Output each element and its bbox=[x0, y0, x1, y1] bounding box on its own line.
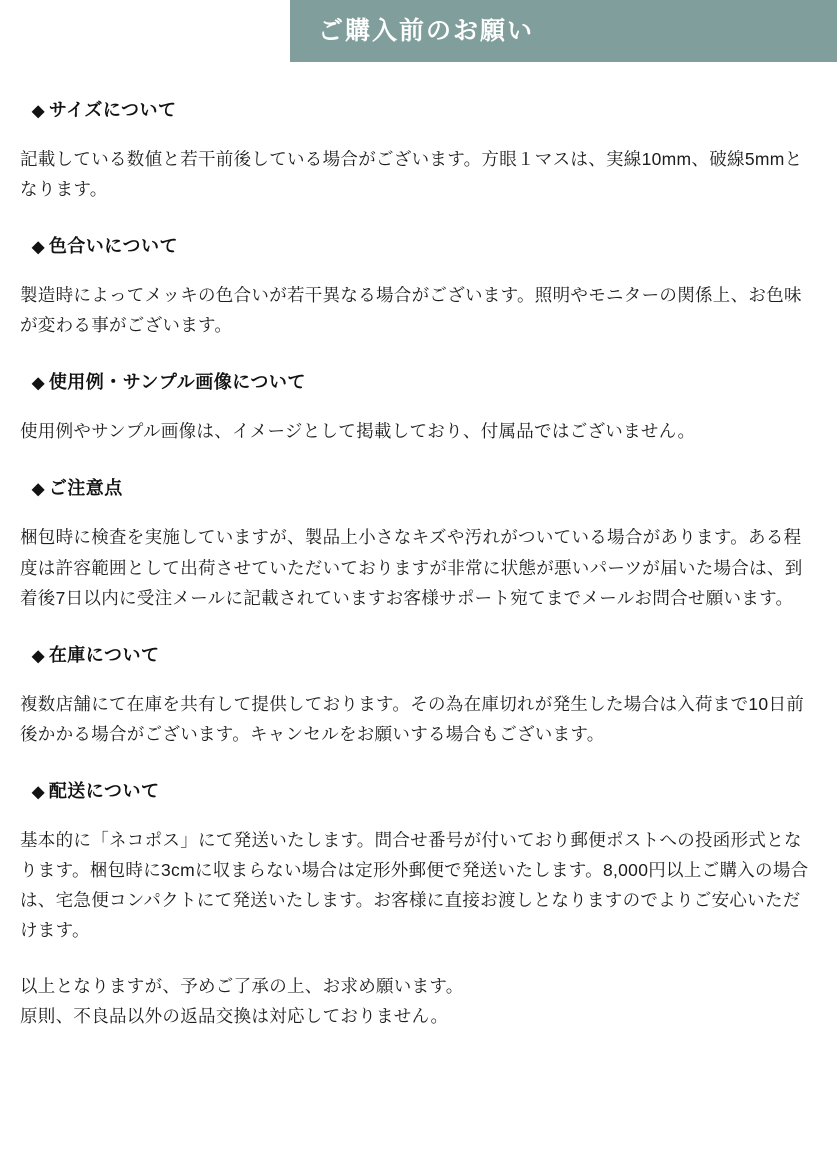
section-color bbox=[0, 232, 837, 340]
section-heading-stock-label: 在庫について bbox=[48, 644, 160, 665]
section-heading-shipping bbox=[18, 777, 819, 803]
spacer bbox=[18, 500, 819, 522]
section-stock bbox=[0, 641, 837, 749]
spacer bbox=[0, 204, 837, 232]
section-heading-caution bbox=[18, 474, 819, 500]
section-heading-sample-image-label: 使用例・サンプル画像について bbox=[48, 372, 306, 393]
diamond-icon: ◆ bbox=[32, 375, 45, 393]
section-heading-color-label: 色合いについて bbox=[48, 236, 178, 257]
closing-line-1: 以上となりますが、予めご了承の上、お求め願います。 bbox=[20, 976, 464, 997]
section-body-size: 記載している数値と若干前後している場合がございます。方眼１マスは、実線10mm、破線5mmとなります。 bbox=[20, 149, 803, 200]
section-body-shipping: 基本的に「ネコポス」にて発送いたします。問合せ番号が付いており郵便ポストへの投函形式となります。梱包時に3cmに収まらない場合は定形外郵便で発送いたします。8,000円以上ご購入の場合は、宅急便コンパクトにて発送いたします。お客様に直接お渡しとなりますのでよりご安心いただけます。 bbox=[20, 829, 809, 941]
closing-text bbox=[18, 971, 819, 1031]
spacer bbox=[0, 749, 837, 777]
spacer bbox=[0, 945, 837, 971]
section-heading-color bbox=[18, 232, 819, 258]
section-body-sample-image: 使用例やサンプル画像は、イメージとして掲載しており、付属品ではございません。 bbox=[20, 421, 696, 442]
diamond-icon: ◆ bbox=[32, 103, 45, 120]
section-body-color: 製造時によってメッキの色合いが若干異なる場合がございます。照明やモニターの関係上、お色味が変わる事がございます。 bbox=[20, 285, 802, 336]
header-left-strip bbox=[0, 0, 290, 62]
section-heading-size bbox=[18, 96, 819, 122]
section-heading-size-label: サイズについて bbox=[48, 100, 177, 120]
diamond-icon: ◆ bbox=[32, 481, 45, 499]
closing-note bbox=[0, 971, 837, 1031]
spacer-top bbox=[0, 62, 837, 96]
section-heading-sample-image bbox=[18, 368, 819, 394]
spacer bbox=[0, 446, 837, 474]
section-size bbox=[0, 96, 837, 204]
closing-line-2: 原則、不良品以外の返品交換は対応しておりません。 bbox=[20, 1006, 449, 1027]
diamond-icon: ◆ bbox=[32, 239, 45, 257]
notice-content bbox=[0, 62, 837, 1032]
spacer bbox=[18, 667, 819, 689]
section-heading-stock bbox=[18, 641, 819, 667]
spacer bbox=[0, 340, 837, 368]
section-shipping bbox=[0, 777, 837, 945]
section-heading-caution-label: ご注意点 bbox=[48, 478, 123, 499]
spacer bbox=[18, 394, 819, 416]
page-title: ご購入前のお願い bbox=[318, 17, 535, 45]
spacer bbox=[18, 258, 819, 280]
spacer bbox=[18, 122, 819, 144]
header-bar bbox=[290, 0, 837, 62]
spacer bbox=[0, 613, 837, 641]
section-sample-image bbox=[0, 368, 837, 446]
section-heading-shipping-label: 配送について bbox=[48, 780, 160, 801]
section-body-stock: 複数店舗にて在庫を共有して提供しております。その為在庫切れが発生した場合は入荷まで10日前後かかる場合がございます。キャンセルをお願いする場合もございます。 bbox=[20, 693, 805, 744]
section-body-caution: 梱包時に検査を実施していますが、製品上小さなキズや汚れがついている場合があります。ある程度は許容範囲として出荷させていただいておりますが非常に状態が悪いパーツが届いた場合は、到着後7日以内に受注メールに記載されていますお客様サポート宛てまでメールお問合せ願います。 bbox=[20, 527, 803, 608]
header-band bbox=[0, 0, 837, 62]
section-caution bbox=[0, 474, 837, 612]
diamond-icon: ◆ bbox=[32, 783, 45, 801]
spacer bbox=[18, 803, 819, 825]
diamond-icon: ◆ bbox=[32, 647, 45, 665]
